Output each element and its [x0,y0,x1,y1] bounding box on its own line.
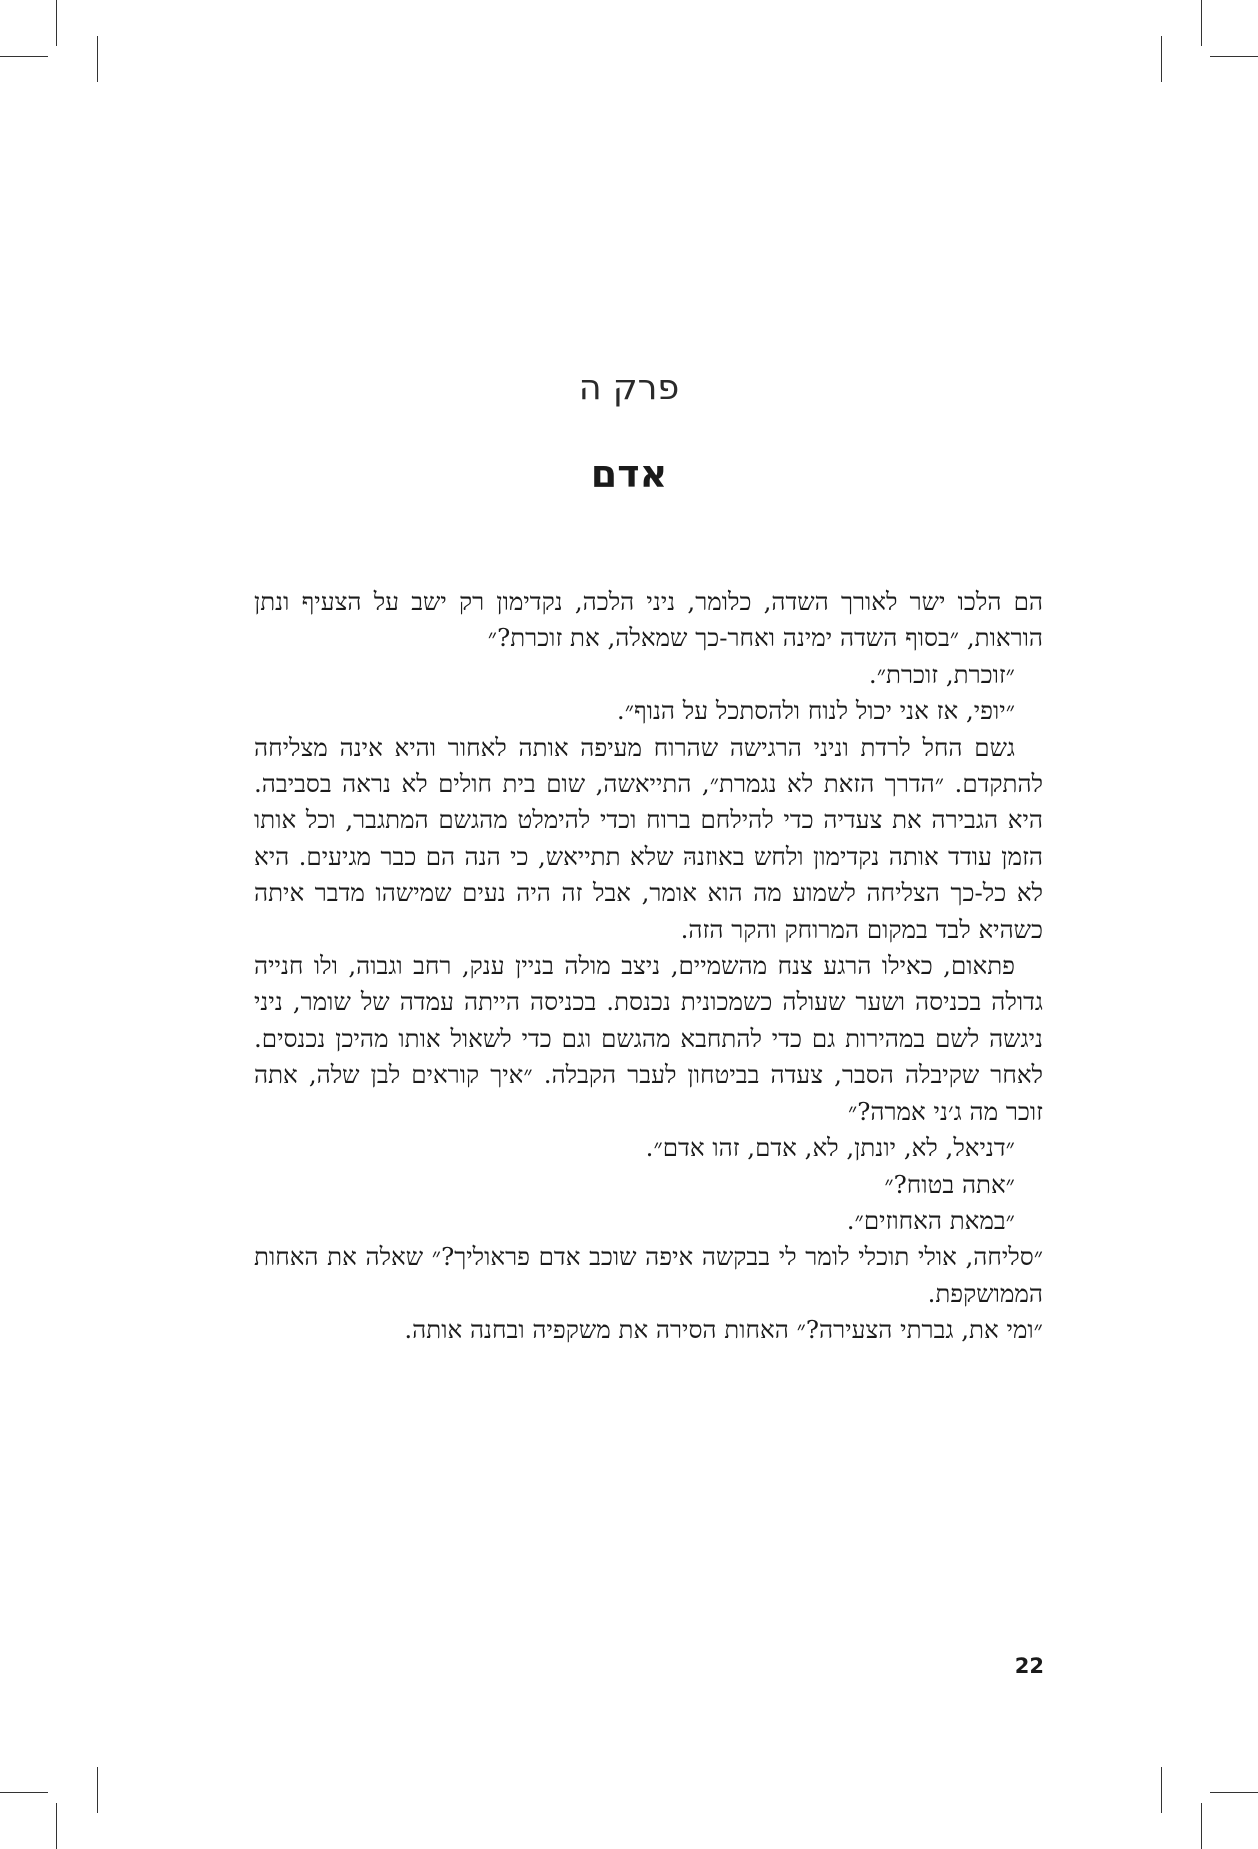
crop-mark-bottom-left-v2 [97,1767,98,1813]
paragraph: ״ומי את, גברתי הצעירה?״ האחות הסירה את משקפיה ובחנה אותה. [404,1315,1043,1345]
page-number: 22 [1014,1654,1044,1678]
crop-mark-bottom-right-v [1201,1803,1202,1849]
paragraph: ״זוכרת, זוכרת״. [868,659,1015,689]
paragraph: הם הלכו ישר לאורך השדה, כלומר, ניני הלכה, נקדימון רק ישב על הצעיף ונתן הוראות, ״בסוף השדה ימינה ואחר-כך שמאלה, את זוכרת?״ [254,587,1043,653]
crop-mark-top-right-v [1201,0,1202,46]
crop-mark-top-left-v [56,0,57,46]
crop-mark-bottom-left-h [0,1792,48,1793]
paragraph: ״במאת האחוזים״. [846,1205,1015,1235]
paragraph: ״דניאל, לא, יונתן, לא, אדם, זהו אדם״. [645,1133,1015,1163]
chapter-label: פרק ה [578,368,680,408]
paragraph: גשם החל לרדת וניני הרגישה שהרוח מעיפה אותה לאחור והיא אינה מצליחה להתקדם. ״הדרך הזאת לא נגמרת״, התייאשה, שום בית חולים לא נראה בסביבה. היא הגבירה את צעדיה כדי להילחם ברוח וכדי להימלט מהגשם המתגבר, וכל אותו הזמן עודד אותה נקדימון ולחש באוזנהּ שלא תתייאש, כי הנה הם כבר מגיעים. היא לא כל-כך הצליחה לשמוע מה הוא אומר, אבל זה היה נעים שמישהו מדבר איתה כשהיא לבד במקום המרוחק והקר הזה. [254,732,1043,944]
crop-mark-bottom-right-h [1210,1792,1258,1793]
crop-mark-top-right-h [1210,56,1258,57]
paragraph: ״אתה בטוח?״ [884,1169,1015,1199]
chapter-body [254,584,1043,1349]
crop-mark-top-left-h [0,56,48,57]
crop-mark-top-right-v2 [1161,36,1162,82]
crop-mark-bottom-left-v [56,1803,57,1849]
chapter-title: אדם [590,452,668,496]
paragraph: ״סליחה, אולי תוכלי לומר לי בבקשה איפה שוכב אדם פראוליך?״ שאלה את האחות הממושקפת. [254,1242,1043,1308]
paragraph: ״יופי, אז אני יכול לנוח ולהסתכל על הנוף״. [616,696,1015,726]
crop-mark-bottom-right-v2 [1161,1767,1162,1813]
crop-mark-top-left-v2 [97,36,98,82]
paragraph: פתאום, כאילו הרגע צנח מהשמיים, ניצב מולה בניין ענק, רחב וגבוה, ולו חנייה גדולה בכניסה ושער שעולה כשמכונית נכנסת. בכניסה הייתה עמדה של שומר, ניני ניגשה לשם במהירות גם כדי להתחבא מהגשם וגם כדי לשאול אותו מהיכן נכנסים. לאחר שקיבלה הסבר, צעדה בביטחון לעבר הקבלה. ״איך קוראים לבן שלה, אתה זוכר מה ג׳ני אמרה?״ [254,951,1043,1126]
